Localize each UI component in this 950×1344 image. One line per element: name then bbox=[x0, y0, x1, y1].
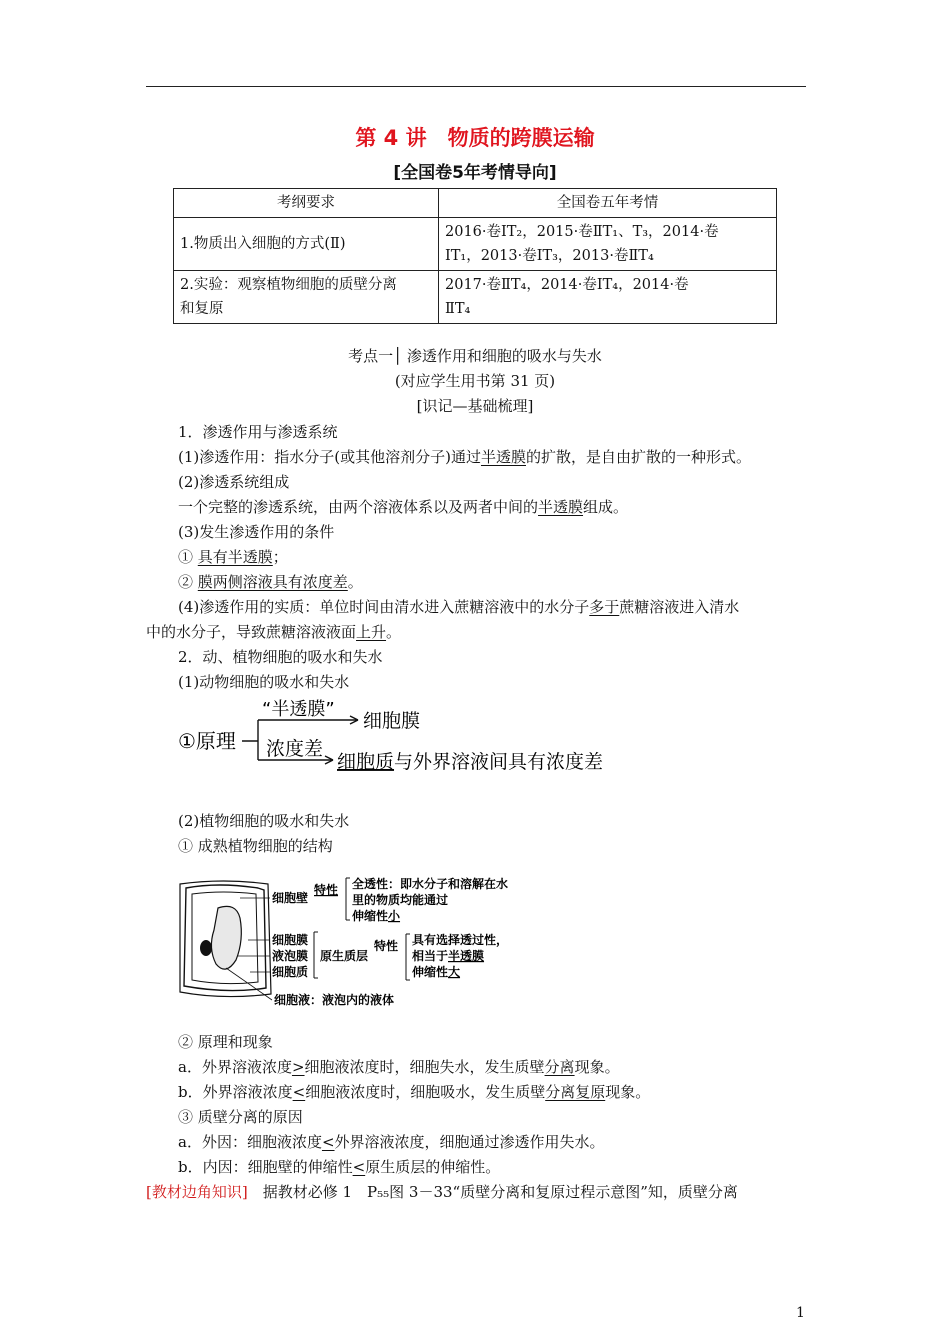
paragraph bbox=[178, 597, 739, 617]
table-cell-text: 2.实验：观察植物细胞的质壁分离 bbox=[180, 277, 397, 293]
paragraph: (2)渗透系统组成 bbox=[178, 473, 290, 491]
text: 组成。 bbox=[583, 498, 629, 516]
table-cell-text: 2016·卷ⅠT₂，2015·卷ⅡT₁、T₃，2014·卷 bbox=[445, 224, 719, 240]
paragraph: ② 原理和现象 bbox=[178, 1033, 273, 1051]
nucleus-shape bbox=[200, 940, 212, 956]
text: 细胞液浓度时，细胞失水，发生质壁 bbox=[304, 1058, 545, 1076]
branch-label: 浓度差 bbox=[266, 738, 324, 760]
property-text: 全透性：即水分子和溶解在水 bbox=[352, 877, 509, 891]
answer-text: 具有半透膜 bbox=[197, 548, 273, 566]
top-rule bbox=[146, 86, 806, 87]
table-cell bbox=[174, 218, 439, 271]
answer-text: < bbox=[321, 1133, 335, 1151]
text: b．内因：细胞壁的伸缩性 bbox=[178, 1158, 353, 1176]
paragraph: ① 成熟植物细胞的结构 bbox=[178, 837, 333, 855]
paragraph bbox=[146, 622, 401, 642]
table-cell bbox=[439, 271, 777, 324]
text: 现象。 bbox=[605, 1083, 651, 1101]
paragraph bbox=[178, 447, 751, 467]
section-tag: [识记—基础梳理] bbox=[416, 397, 534, 415]
paragraph: (3)发生渗透作用的条件 bbox=[178, 523, 335, 541]
branch-result: 细胞膜 bbox=[363, 710, 421, 732]
paragraph bbox=[178, 497, 628, 517]
text: 中的水分子，导致蔗糖溶液液面 bbox=[146, 623, 357, 641]
brace-line bbox=[314, 932, 318, 978]
label-cell-wall: 细胞壁 bbox=[272, 891, 309, 905]
table-cell-text: ⅡT₄ bbox=[445, 301, 471, 317]
vacuole-shape bbox=[211, 906, 241, 969]
answer-text: 半透膜 bbox=[480, 448, 526, 466]
paragraph: (2)植物细胞的吸水和失水 bbox=[178, 812, 350, 830]
plant-cell-structure-diagram bbox=[178, 868, 538, 1018]
property-text bbox=[412, 948, 484, 963]
table-header-row bbox=[174, 189, 777, 218]
paragraph bbox=[146, 1182, 738, 1202]
label-property: 特性 bbox=[374, 939, 399, 953]
text: 现象。 bbox=[574, 1058, 620, 1076]
text: (4)渗透作用的实质：单位时间由清水进入蔗糖溶液中的水分子 bbox=[178, 598, 590, 616]
text: 原生质层的伸缩性。 bbox=[365, 1158, 501, 1176]
table-header: 全国卷五年考情 bbox=[439, 189, 777, 218]
property-text bbox=[352, 908, 401, 923]
text: 。 bbox=[386, 623, 402, 641]
answer-text: 大 bbox=[448, 965, 461, 979]
heading-1: 1．渗透作用与渗透系统 bbox=[178, 423, 338, 441]
diagram-label: ①原理 bbox=[178, 729, 236, 753]
text: 相当于 bbox=[412, 949, 449, 963]
textbook-tag: [教材边角知识] bbox=[146, 1183, 248, 1201]
answer-text: < bbox=[352, 1158, 366, 1176]
property-text: 里的物质均能通过 bbox=[352, 893, 449, 907]
answer-text: 膜两侧溶液具有浓度差 bbox=[197, 573, 348, 591]
exam-requirements-table bbox=[173, 188, 777, 324]
text: 蔗糖溶液进入清水 bbox=[619, 598, 740, 616]
answer-text: 半透膜 bbox=[538, 498, 584, 516]
label-vacuole-membrane: 液泡膜 bbox=[272, 949, 309, 963]
book-reference: (对应学生用书第 31 页) bbox=[394, 372, 556, 390]
text: 的扩散，是自由扩散的一种形式。 bbox=[525, 448, 751, 466]
paragraph: ③ 质壁分离的原因 bbox=[178, 1108, 303, 1126]
text: 据教材必修 1 P₅₅图 3－33“质壁分离和复原过程示意图”知，质壁分离 bbox=[247, 1183, 738, 1201]
answer-text: 多于 bbox=[589, 598, 620, 616]
table-header: 考纲要求 bbox=[174, 189, 439, 218]
heading-2: 2．动、植物细胞的吸水和失水 bbox=[178, 648, 383, 666]
paragraph bbox=[178, 1132, 605, 1152]
text: 外界溶液浓度，细胞通过渗透作用失水。 bbox=[334, 1133, 605, 1151]
text: 一个完整的渗透系统，由两个溶液体系以及两者中间的 bbox=[178, 498, 539, 516]
text: 。 bbox=[347, 573, 363, 591]
text: (1)渗透作用：指水分子(或其他溶剂分子)通过 bbox=[178, 448, 481, 466]
paragraph bbox=[178, 1157, 500, 1177]
brace-line bbox=[346, 878, 350, 920]
text: ② bbox=[178, 573, 198, 591]
label-cytoplasm: 细胞质 bbox=[272, 965, 309, 979]
answer-text: < bbox=[292, 1083, 306, 1101]
page-subtitle: [全国卷5年考情导向] bbox=[393, 163, 557, 183]
table-cell-text: 1.物质出入细胞的方式(Ⅱ) bbox=[180, 236, 346, 252]
paragraph bbox=[178, 1082, 650, 1102]
table-cell-text: 2017·卷ⅡT₄，2014·卷ⅠT₄，2014·卷 bbox=[445, 277, 689, 293]
text: 与外界溶液间具有浓度差 bbox=[394, 751, 604, 773]
answer-text: > bbox=[291, 1058, 305, 1076]
branch-result bbox=[337, 751, 603, 773]
branch-label: “半透膜” bbox=[262, 699, 335, 720]
label-property: 特性 bbox=[314, 883, 339, 897]
page-title: 第 4 讲 物质的跨膜运输 bbox=[355, 126, 595, 150]
text: a．外因：细胞液浓度 bbox=[178, 1133, 322, 1151]
paragraph: (1)动物细胞的吸水和失水 bbox=[178, 673, 350, 691]
property-text: 具有选择透过性， bbox=[412, 933, 509, 947]
label-cell-membrane: 细胞膜 bbox=[272, 933, 309, 947]
table-row bbox=[174, 218, 777, 271]
bracket-line bbox=[242, 720, 258, 760]
text: a．外界溶液浓度 bbox=[178, 1058, 292, 1076]
text: ； bbox=[272, 548, 288, 566]
page-number: 1 bbox=[796, 1305, 805, 1321]
answer-text: 小 bbox=[388, 909, 401, 923]
answer-text: 分离 bbox=[544, 1058, 575, 1076]
text: ① bbox=[178, 548, 198, 566]
text: 伸缩性 bbox=[412, 965, 449, 979]
section-heading: 考点一│ 渗透作用和细胞的吸水与失水 bbox=[348, 347, 602, 365]
brace-line bbox=[406, 934, 410, 980]
paragraph bbox=[178, 547, 288, 567]
table-cell bbox=[174, 271, 439, 324]
answer-text: 上升 bbox=[356, 623, 387, 641]
animal-cell-principle-diagram bbox=[170, 696, 630, 786]
paragraph bbox=[178, 572, 363, 592]
text: b．外界溶液浓度 bbox=[178, 1083, 293, 1101]
table-row bbox=[174, 271, 777, 324]
answer-text: 细胞质 bbox=[337, 751, 395, 773]
table-cell bbox=[439, 218, 777, 271]
paragraph bbox=[178, 1057, 620, 1077]
answer-text: 半透膜 bbox=[448, 949, 485, 963]
label-cell-sap: 细胞液：液泡内的液体 bbox=[274, 993, 395, 1007]
table-cell-text: ⅠT₁，2013·卷ⅠT₃，2013·卷ⅡT₄ bbox=[445, 248, 654, 264]
text: 伸缩性 bbox=[352, 909, 389, 923]
table-cell-text: 和复原 bbox=[180, 301, 224, 317]
label-protoplast: 原生质层 bbox=[320, 949, 369, 963]
text: 细胞液浓度时，细胞吸水，发生质壁 bbox=[305, 1083, 546, 1101]
property-text bbox=[412, 964, 460, 979]
answer-text: 分离复原 bbox=[545, 1083, 606, 1101]
